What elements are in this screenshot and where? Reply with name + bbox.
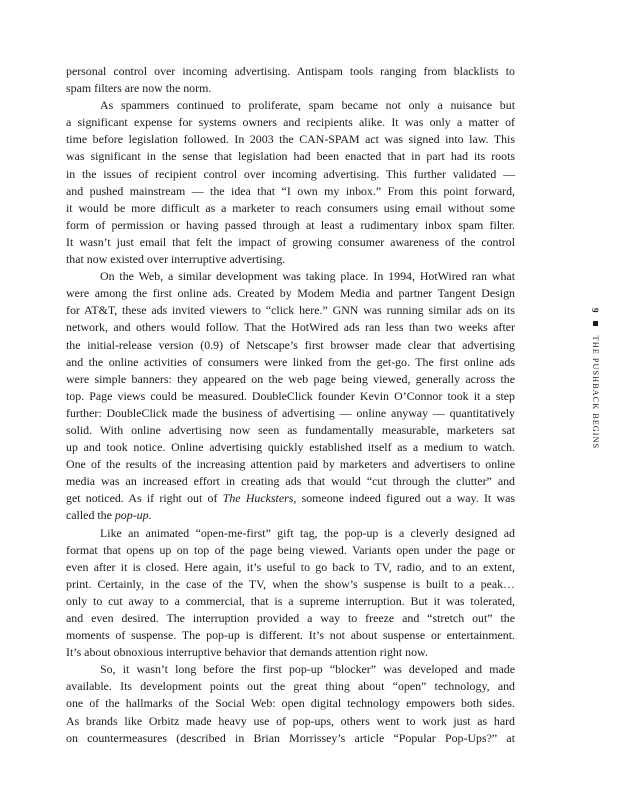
text-line: solid. With online advertising now seen as fundamentally measurable, marketers sat (66, 422, 515, 437)
text-line: form of permission or having passed through at least a rudimentary inbox spam filter. (66, 217, 515, 232)
text-line: were simple banners: they appeared on the web page being viewed, generally across the (66, 371, 515, 386)
text-line: one of the hallmarks of the Social Web: open digital technology empowers both sides. (66, 696, 515, 711)
text-line: were among the first online ads. Created by Modem Media and partner Tangent Design (66, 286, 515, 301)
text-line: So, it wasn’t long before the first pop-up “blocker” was developed and made (100, 662, 515, 677)
text-line: As brands like Orbitz made heavy use of pop-ups, others went to work just as hard (66, 713, 515, 728)
text-run: called the (66, 508, 115, 523)
text-line: and even desired. The interruption provided a way to freeze and “stretch out” the (66, 611, 515, 625)
text-line: in the issues of recipient control over incoming advertising. This further validated — (66, 166, 515, 181)
text-line: personal control over incoming advertising. Antispam tools ranging from blacklists to (66, 64, 515, 78)
text-line: moments of suspense. The pop-up is different. It’s not about suspense or entertainment. (66, 628, 515, 643)
text-line: was significant in the sense that legislation had been enacted that in part had its roots (66, 149, 515, 164)
text-line: the initial-release version (0.9) of Netscape’s first browser made clear that advertising (66, 337, 515, 352)
text-line: available. Its development points out the great thing about “open” technology, and (66, 679, 515, 694)
text-line: further: DoubleClick made the business of advertising — online anyway — quantitatively (66, 405, 515, 420)
text-line: print. Certainly, in the case of the TV, when the show’s suspense is built to a peak… (66, 576, 515, 591)
text-line: media was an increased effort in creating ads that would “cut through the clutter” and (66, 474, 515, 489)
text-line: format that opens up on top of the page being viewed. Variants open under the page or (66, 542, 515, 557)
page-number: 9 (590, 308, 600, 313)
text-line: for AT&T, these ads invited viewers to “click here.” GNN was running similar ads on its (66, 303, 515, 318)
text-line: and pushed mainstream — the idea that “I own my inbox.” From this point forward, (66, 183, 515, 198)
running-head (590, 308, 600, 449)
text-line: network, and others would follow. That the HotWired ads ran less than two weeks after (66, 320, 515, 335)
text-line: it would be more difficult as a marketer to reach consumers using email without some (66, 200, 515, 215)
term-emphasis: pop-up (114, 508, 149, 523)
text-line: up and took notice. Online advertising quickly established itself as a medium to watch. (66, 440, 515, 455)
text-line: and the online activities of consumers were linked from the get-go. The first online ads (66, 354, 515, 369)
text-line: On the Web, a similar development was taking place. In 1994, HotWired ran what (100, 269, 515, 284)
text-line: top. Page views could be measured. DoubleClick founder Kevin O’Connor took it a step (66, 388, 515, 403)
text-line: Like an animated “open-me-first” gift tag, the pop-up is a cleverly designed ad (100, 525, 515, 540)
text-line: One of the results of the increasing attention paid by marketers and advertisers to online (66, 457, 515, 472)
text-line (66, 490, 515, 507)
text-line: on countermeasures (described in Brian Morrissey’s article “Popular Pop-Ups?” at (66, 730, 515, 745)
text-line: time before legislation followed. In 2003 the CAN-SPAM act was signed into law. This (66, 132, 515, 147)
chapter-title: THE PUSHBACK BEGINS (591, 335, 600, 450)
text-line: that now existed over interruptive advertising. (66, 252, 286, 267)
text-line: It wasn’t just email that felt the impact of growing consumer awareness of the control (66, 234, 515, 249)
body-text (66, 63, 515, 747)
text-line: only to cut away to a commercial, that is a supreme interruption. But it was tolerated, (66, 593, 515, 608)
text-line: even after it is closed. Here again, it’s useful to go back to TV, radio, and to an extent, (66, 559, 515, 574)
square-bullet-icon (593, 321, 598, 326)
text-line: As spammers continued to proliferate, spam became not only a nuisance but (100, 98, 515, 113)
text-line: It’s about obnoxious interruptive behavior that demands attention right now. (66, 645, 428, 660)
text-line: a significant expense for systems owners and recipients alike. It was only a matter of (66, 115, 515, 130)
text-line: spam filters are now the norm. (66, 81, 212, 96)
book-title: The Hucksters, (222, 491, 297, 506)
text-run: someone indeed figured out a way. It was (296, 491, 515, 506)
text-run: get noticed. As if right out of (66, 491, 223, 506)
text-run: . (148, 508, 152, 523)
text-line (66, 507, 515, 524)
